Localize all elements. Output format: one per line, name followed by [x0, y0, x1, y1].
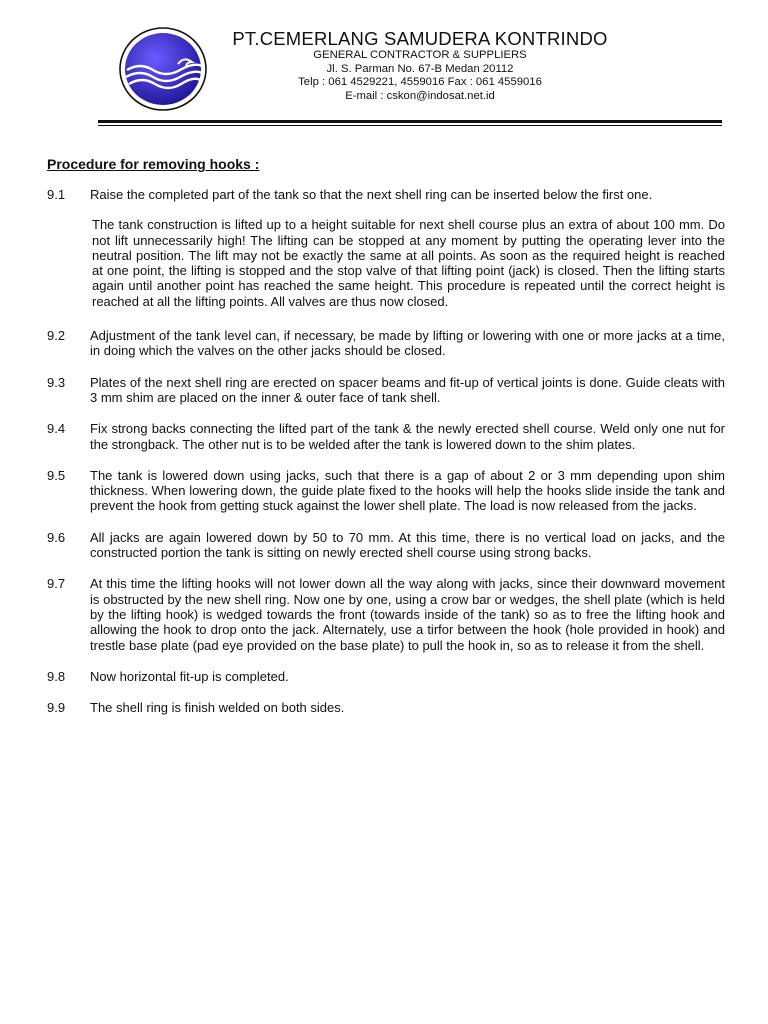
item-text: Now horizontal fit-up is completed.: [90, 668, 289, 684]
procedure-list: [47, 187, 725, 731]
company-name: PT.CEMERLANG SAMUDERA KONTRINDO: [232, 28, 608, 49]
item-number: 9.5: [47, 467, 66, 483]
item-text: Plates of the next shell ring are erected on spacer beams and fit-up of vertical joints is done. Guide cleats with 3 mm shim are placed on the inner & outer face of tank shell.: [90, 374, 725, 405]
list-item: [47, 328, 725, 359]
item-number: 9.8: [47, 668, 66, 684]
section-heading: Procedure for removing hooks :: [47, 156, 260, 172]
list-item: [47, 468, 725, 514]
company-address: Jl. S. Parman No. 67-B Medan 20112: [326, 62, 514, 75]
item-text: Adjustment of the tank level can, if necessary, be made by lifting or lowering with one or more jacks at a time, in doing which the valves on the other jacks should be closed.: [90, 328, 725, 359]
list-item: [47, 669, 725, 684]
item-subparagraph: The tank construction is lifted up to a height suitable for next shell course plus an extra of about 100 mm. Do not lift unnecessarily high! The lifting can be stopped at any moment by putting the operating lever into the neutral position. The lift may not be exactly the same at all points. As soon as the required height is reached at one point, the lifting is stopped and the stop valve of that lifting point (jack) is closed. Then the lifting starts again until another point has reached the same height. This procedure is repeated until the correct height is reached at all the lifting points. All valves are thus now closed.: [92, 217, 725, 309]
item-text: The shell ring is finish welded on both sides.: [90, 700, 345, 716]
item-text: Raise the completed part of the tank so that the next shell ring can be inserted below the first one.: [90, 187, 653, 202]
item-number: 9.9: [47, 700, 66, 716]
company-subtitle: GENERAL CONTRACTOR & SUPPLIERS: [313, 49, 527, 61]
item-number: 9.1: [47, 187, 66, 202]
item-number: 9.2: [47, 328, 66, 344]
list-item: [47, 187, 725, 202]
list-item: [47, 576, 725, 652]
item-text: The tank is lowered down using jacks, such that there is a gap of about 2 or 3 mm depending upon shim thickness. When lowering down, the guide plate fixed to the hooks will help the hooks slide inside the tank and prevent the hook from getting stuck against the lower shell plate. The load is now released from the jacks.: [90, 467, 725, 514]
item-number: 9.6: [47, 529, 66, 545]
list-item: [47, 421, 725, 452]
item-text: All jacks are again lowered down by 50 to 70 mm. At this time, there is no vertical load on jacks, and the constructed portion the tank is sitting on newly erected shell course using strong backs.: [90, 529, 725, 561]
item-number: 9.7: [47, 576, 66, 592]
item-text: At this time the lifting hooks will not lower down all the way along with jacks, since their downward movement is obstructed by the new shell ring. Now one by one, using a crow bar or wedges, the shell plate (which is held by the lifting hook) is wedged towards the front (towards inside of the tank) so as to free the lifting hook and allowing the hook to drop onto the jack. Alternately, use a tirfor between the hook (hole provided in hook) and trestle base plate (pad eye provided on the base plate) to pull the hook in, so as to release it from the shell.: [90, 576, 725, 653]
item-number: 9.3: [47, 374, 66, 390]
list-item: [47, 375, 725, 406]
item-text: Fix strong backs connecting the lifted part of the tank & the newly erected shell course. Weld only one nut for the strongback. The other nut is to be welded after the tank is lowered down to the shim plates.: [90, 421, 725, 452]
item-number: 9.4: [47, 421, 66, 437]
company-email: E-mail : cskon@indosat.net.id: [345, 89, 495, 102]
list-item: [47, 700, 725, 715]
company-info: [180, 49, 660, 103]
header-divider-thick: [98, 120, 722, 123]
header-divider-thin: [98, 125, 722, 126]
company-telephone: Telp : 061 4529221, 4559016 Fax : 061 4559016: [298, 76, 542, 89]
list-item: [47, 530, 725, 561]
